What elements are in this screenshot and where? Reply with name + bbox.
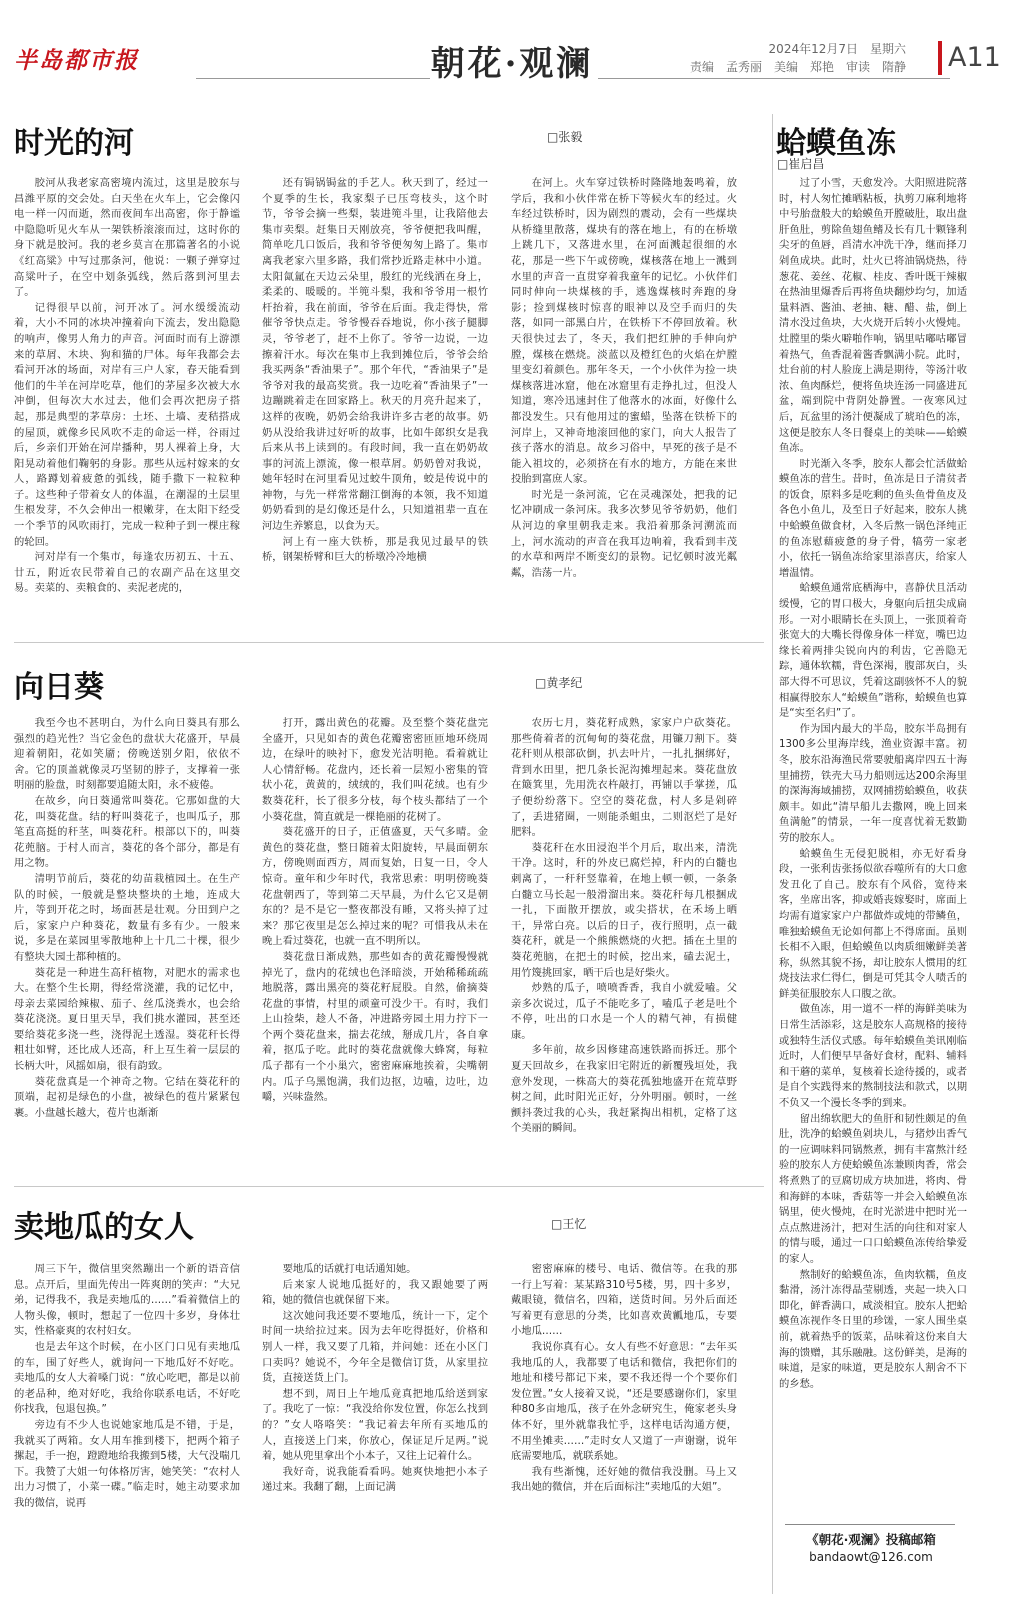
mailbox-email-link[interactable]: bandaowt@126.com (809, 1550, 933, 1564)
article-paragraph: 做鱼冻，用一道不一样的海鲜美味为日常生活添彩，这是胶东人高规格的接待或独特生活仪式感。每年蛤蟆鱼美讯刚临近时，人们便早早备好食材，配料、辅料和干蘑的菜单，复核着长途待援的，或者是自个实践得来的熬制技法和款式，以期不负又一个漫长冬季的到来。 (779, 1003, 967, 1110)
article-paragraph: 也是去年这个时候，在小区门口见有卖地瓜的车，围了好些人，就询问一下地瓜好不好吃。卖地瓜的女人大着嗓门说：“放心吃吧，都是以前的老品种，绝对好吃，我给你联系电话，不好吃你找我，包退包换。” (14, 1340, 240, 1416)
article-paragraph: 后来家人说地瓜挺好的，我又跟她要了两箱，她的微信也就保留下来。 (262, 1278, 488, 1307)
article-paragraph: 葵花秆在水田浸泡半个月后，取出来，清洗干净。这时，秆的外皮已腐烂掉，秆内的白髓也刺离了，一秆秆竖靠着，在地上顿一顿，一条条白髓立马长起一般滑溜出来。葵花秆每几根捆成一扎，下面散开摆放，或尖搭状，在禾场上晒干，异常白亮。以后的日子，夜行照明，点一截葵花秆，就是一个熊熊燃烧的火把。插在土里的葵花蔸脑，在把土的时候，挖出来，磕去泥土，用竹篾挑回家，晒干后也是好柴火。 (511, 841, 737, 979)
article-title: 时光的河 (14, 126, 134, 161)
article-paragraph: 在故乡，向日葵通常叫葵花。它那如盘的大花，叫葵花盘。结的籽叫葵花子，也叫瓜子，那笔直高挺的秆茎，叫葵花秆。根部以下的，叫葵花蔸脑。于村人而言，葵花的各个部分，都是有用之物。 (14, 794, 240, 870)
article-paragraph: 旁边有不少人也说她家地瓜是不错，于是，我就买了两箱。女人用车推到楼下，把两个箱子摞起，手一抱，蹬蹬地给我搬到5楼，大气没喘几下。我赞了大姐一句体格厉害，她笑笑：“农村人出力习惯了，小菜一碟。”临走时，她主动要求加我的微信，说再 (14, 1418, 240, 1509)
article-paragraph: 河对岸有一个集市，每逢农历初五、十五、廿五，附近农民带着自己的农副产品在这里交易。卖菜的、卖粮食的、卖泥老虎的， (14, 551, 240, 595)
page-number: A11 (948, 42, 1001, 73)
article-paragraph: 葵花盛开的日子，正值盛夏，天气多晴。金黄色的葵花盘，整日随着太阳旋转，早晨面朝东方，傍晚则面西方，周而复始，日复一日，令人惊奇。童年和少年时代，我常思索：明明傍晚葵花盘朝西了，等到第二天早晨，为什么它又是朝东的？是不是它一整夜都没有睡，又将头掉了过来？那它夜里是怎么掉过来的呢？可惜我从未在晚上看过葵花，也就一直不明所以。 (262, 826, 488, 948)
masthead-rule-right (598, 78, 950, 79)
article-byline: □王忆 (551, 1217, 587, 1231)
article-column (14, 176, 240, 628)
article-paragraph: 想不到，周日上午地瓜竟真把地瓜给送到家了。我吃了一惊：“我没给你发位置，你怎么找到的？”女人咯咯笑：“我记着去年所有买地瓜的人，直接送上门来，你放心，保证足斤足两。”说着，她从兜里拿出个小本子，又往上记着什么。 (262, 1387, 488, 1463)
section-divider (14, 1186, 764, 1187)
article-column (511, 176, 737, 628)
page-section-title: 朝花·观澜 (430, 44, 594, 84)
page-number-divider (938, 41, 942, 75)
article-paragraph: 打开，露出黄色的花瓣。及至整个葵花盘完全盛开，只见如杏的黄色花瓣密密匝匝地环绕周边，在绿叶的映衬下，愈发光洁明艳。看着就让人心情舒畅。花盘内，还长着一层短小密集的管状小花，黄黄的，绒绒的，我们叫花绒。也有少数葵花秆，长了很多分枝，每个枝头都结了一个小葵花盘，简直就是一棵艳丽的花树了。 (262, 717, 488, 823)
article-title: 向日葵 (14, 670, 104, 705)
article-column (262, 176, 488, 628)
article-paragraph: 周三下午，微信里突然蹦出一个新的语音信息。点开后，里面先传出一阵爽朗的笑声：“大兄弟，记得我不，我是卖地瓜的……”看着微信上的人物头像，顿时，想起了一位四十多岁，身体壮实，性格豪爽的农村妇女。 (14, 1263, 240, 1338)
article-paragraph: 葵花盘日渐成熟，那些如杏的黄花瓣慢慢就掉光了，盘内的花绒也色泽暗淡，开始稀稀疏疏地脱落，露出黑亮的葵花籽屁股。自然，偷摘葵花盘的事情，村里的顽童可没少干。有时，我们上山捡柴，趁人不备，冲进路旁园土用力拧下一个两个葵花盘来，揣去花绒，掰成几片，各自拿着，抠瓜子吃。此时的葵花盘就像大蜂窝，每粒瓜子都有一个小巢穴，密密麻麻地挨着，尖嘴朝内。瓜子乌黑饱满，我们边抠，边嗑，边吐，边嚼，兴味盎然。 (262, 950, 488, 1104)
article-paragraph: 过了小雪，天愈发冷。大阳照进院落时，村人匆忙摊晒粘板，执剪刀麻利地将中号胎盘般大的蛤蟆鱼开膛破肚，取出盘肝鱼肚，剪除鱼翅鱼鳍及长有几十颗锋利尖牙的鱼唇，舀清水冲洗干净，继而择刀剁鱼成块。此时，灶火已将油锅烧热，待葱花、姜丝、花椒、桂皮、香叶既干辣椒在热油里爆香后再将鱼块翻炒均匀，加适量料酒、酱油、老抽、糖、醋、盐，倒上清水没过鱼块，大火烧开后转小火慢炖。灶膛里的柴火噼啪作响，锅里咕嘟咕嘟冒着热气，鱼香混着酱香飘满小院。此时，灶台前的村人脸庞上满是期待，等汤汁收浓、鱼肉酥烂，便将鱼块连汤一同盛进瓦盆，端到院中背阴处静置。一夜寒风过后，瓦盆里的汤汁便凝成了琥珀色的冻，这便是胶东人冬日餐桌上的美味——蛤蟆鱼冻。 (779, 177, 967, 455)
article-byline: □崔启昌 (777, 157, 825, 171)
article-paragraph: 葵花是一种进生高秆植物，对肥水的需求也大。在整个生长期，得经常浇灌，我的记忆中，母亲去菜园给辣椒、茄子、丝瓜浇粪水，也会给葵花浇浇。夏日里天旱，我们挑水灌园，甚至还要给葵花多浇一些，浇得泥土透湿。葵花秆长得粗壮如臂，还比成人还高，秆上互生着一层层的长柄大叶，风摇如扇，很有韵致。 (14, 966, 240, 1073)
mailbox-title: 《朝花·观澜》投稿邮箱 (806, 1532, 936, 1547)
article-paragraph: 时光是一条河流，它在灵魂深处，把我的记忆冲刷成一条河床。我多次梦见爷爷奶奶，他们从河边的拿里朝我走来。我沿着那条河溯流而上，河水流动的声音在我耳边响着，我看到丰茂的水草和两岸不断变幻的景物。记忆顿时波光粼粼，浩荡一片。 (511, 488, 737, 579)
article-column (511, 716, 737, 1176)
section-divider (14, 642, 764, 643)
masthead (0, 0, 1024, 86)
submission-mailbox (776, 1530, 966, 1564)
article-paragraph: 这次她问我还要不要地瓜，统计一下，定个时间一块给拉过来。因为去年吃得挺好，价格和别人一样，我又要了几箱，并问她：还在小区门口卖吗？她说不，今年全是微信订货，从家里拉货，直接送货上门。 (262, 1309, 488, 1385)
article-column (262, 716, 488, 1176)
article-paragraph: 蛤蟆鱼通常底栖海中，喜静伏且活动缓慢，它的胃口极大，身躯向后扭尖成扁形。一对小眼睛长在头顶上，一张顶着奇张宽大的大嘴长得像身体一样宽，嘴巴边缘长着两排尖锐向内的利齿，它善隐无踪，通体软糯，背色深褐，腹部灰白，头部大得不可思议，凭着这副骇怀不人的貌相赢得胶东人“蛤蟆鱼”谐称，蛤蟆鱼也算是“实至名归”了。 (779, 582, 967, 720)
article-byline: □黄孝纪 (535, 676, 583, 690)
article-column (14, 716, 240, 1176)
article-paragraph: 我说你真有心。女人有些不好意思：“去年买我地瓜的人，我都要了电话和微信，我把你们的地址和楼号都记下来，要不我还得一个个要你们发位置。”女人接着又说，“还是要感谢你们，家里种80多亩地瓜，孩子在外念研究生，俺家老头身体不好，里外就靠我忙乎，这样电话沟通方便，不用坐摊卖……”走时女人又道了一声谢谢，说年底需要地瓜，就联系她。 (511, 1340, 737, 1463)
article-paragraph: 蛤蟆鱼生无侵犯脱相，亦无好看身段，一张利齿张扬似欲吞噬所有的大口愈发丑化了自己。胶东有个风俗，宽待来客，坐席出客，抑或婚丧嫁娶时，席面上均需有道家家户户都做炸或炖的带鳞鱼，唯独蛤蟆鱼无论如何都上不得席面。虽则长相不入眼，但蛤蟆鱼以肉质细嫩鲜美著称，纵然其貌不扬，却让胶东人惯用的红烧技法求仁得仁，倒是可凭其令人啧舌的鲜美征服胶东人口腹之欲。 (779, 847, 967, 1000)
article-paragraph: 密密麻麻的楼号、电话、微信等。在我的那一行上写着：某某路310号5楼，男，四十多岁，戴眼镜，微信名，四箱，送货时间。另外后面还写着更有意思的分类，比如喜欢黄瓤地瓜，专要小地瓜…… (511, 1263, 737, 1338)
article-paragraph: 河上有一座大铁桥，那是我见过最早的铁桥，钢架桥臂和巨大的桥墩冷冷地横 (262, 535, 488, 564)
article-column (511, 1262, 737, 1600)
column-divider (772, 114, 773, 1594)
article-paragraph: 记得很早以前，河开冰了。河水缓缓流动着，大小不同的冰块冲撞着向下流去，发出隐隐的响声，像男人角力的声音。河面时而有上游漂来的草屑、木块、狗和猫的尸体。每年我都会去看河开冰的场面，对岸有三户人家，春天能看到他们的牛羊在河岸吃草，他们的茅屋多次被大水冲倒，但每次大水过去，他们会再次把房子搭起，那是典型的茅草房：土坯、土墙、麦秸搭成的屋顶，就像乡民风吹不走的命运一样，谷雨过后，乡亲们开始在河岸播种，男人裸着上身，大阳晃动着他们鞠躬的身影。那些从远村嫁来的女人，路蹲划着疲惫的弧线，随手撒下一粒粒种子。这些种子带着女人的体温，在潮湿的土层里生根发芽，不久会伸出一根嫩芽，在太阳下经受一个季节的风吹雨打，完成一粒种子到一棵庄稼的轮回。 (14, 301, 240, 548)
issue-date: 2024年12月7日 星期六 (768, 42, 906, 56)
article-paragraph: 留出绵软肥大的鱼肝和韧性颇足的鱼肚，洗净的蛤蟆鱼剁块儿，与猪炒出香气的一应调味料同锅熬煮，拥有丰富熬汁经验的胶东人方使蛤蟆鱼冻兼顾肉香，常会将煮熟了的豆腐切成方块加进，将肉、骨和海鲜的本味，香菇等一并会入蛤蟆鱼冻锅里，使火慢炖，在时光淤进中把时光一点点熬进汤汁，把对生活的向往和对家人的情与暖，通过一口口蛤蟆鱼冻传给挚爱的家人。 (779, 1112, 967, 1265)
article-column (779, 176, 967, 1516)
article-title: 卖地瓜的女人 (14, 1210, 194, 1245)
article-paragraph: 在河上。火车穿过铁桥时隆隆地轰鸣着，放学后，我和小伙伴常在桥下等候火车的经过。火车经过铁桥时，因为剧烈的震动，会有一些煤块从桥缝里散落，煤块有的落在地上，有的在桥墩上跳几下，又落进水里，在河面溅起很细的水花，那是一些下午或傍晚，煤核落在地上一溅到水里的声音一直贯穿着我童年的记忆。小伙伴们同时伸向一块煤核的手，逃逸煤核时奔跑的身影；捡到煤核时惊喜的眼神以及空手而归的失落，如同一部黑白片，在铁桥下不停回放着。秋天很快过去了，冬天，我们把红肿的手伸向炉膛，煤核在燃烧。淡蓝以及橙红色的火焰在炉膛里变幻着颜色。那年冬天，一个小伙伴为捡一块煤核落进冰窟，他在冰窟里有走挣扎过，但没人知道，寒冷迅速封住了他落水的冰面，好像什么都没发生。只有他用过的蜜蜡，坠落在铁桥下的河岸上，又神奇地滚回他的家门，向大人报告了孩子落水的消息。故乡习俗中，早死的孩子是不能入祖坟的，必须挤在有水的地方，方能在来世投胎到富庶人家。 (511, 177, 737, 486)
article-paragraph: 我好奇，说我能看看吗。她爽快地把小本子递过来。我翻了翻，上面记满 (262, 1465, 488, 1494)
article-paragraph: 清明节前后，葵花的幼苗栽植园土。在生产队的时候，一般就是整块整块的土地，连成大片，等到开花之时，场面甚是壮观。分田到户之后，家家户户种葵花，数量有多有少。一般来说，多是在菜园里零散地种上十几二十棵，很少有整块大园土都种植的。 (14, 872, 240, 963)
article-paragraph: 作为国内最大的半岛，胶东半岛拥有1300多公里海岸线，渔业资源丰富。初冬，胶东沿海渔民常要驶船离岸四五十海里捕捞，铁壳大马力船则远达200余海里的深海海域捕捞，双网捕捞蛤蟆鱼，收获颇丰。如此“清早船儿去撒网，晚上回来鱼满舱”的情景，一年一度喜忧着无数勤劳的胶东人。 (779, 722, 967, 844)
article-title: 蛤蟆鱼冻 (776, 126, 896, 161)
newspaper-logo: 半岛都市报 (14, 47, 139, 74)
article-paragraph: 我有些渐愧，还好她的微信我没删。马上又我出她的微信，并在后面标注“卖地瓜的大姐”。 (511, 1465, 737, 1494)
article-column (14, 1262, 240, 1600)
article-paragraph: 农历七月，葵花籽成熟，家家户户砍葵花。那些倚着者的沉甸甸的葵花盘，用镰刀割下。葵花秆则从根部砍倒，扒去叶片，一扎扎捆绑好，背到水田里，把几条长泥沟摊埋起来。葵花盘放在簸箕里，先用洗衣杵敲打，再铺以手掌搓，瓜子便纷纷落下。空空的葵花盘，村人多是剁碎了，丢进猪圈，一则能杀蛆虫，二则沤烂了是好肥料。 (511, 717, 737, 839)
mailbox-rule (785, 1524, 955, 1525)
article-paragraph: 要地瓜的话就打电话通知她。 (282, 1263, 417, 1275)
editor-credits: 责编 孟秀丽 美编 郑艳 审读 隋静 (689, 60, 906, 74)
article-byline: □张毅 (547, 130, 583, 144)
article-paragraph: 时光渐入冬季，胶东人都会忙活做蛤蟆鱼冻的营生。昔时，鱼冻是日子清贫者的饭食，原料多是吃剩的鱼头鱼骨鱼皮及各色小鱼儿，及至日子好起来，胶东人挑中蛤蟆鱼做食材，入冬后熬一锅色泽纯正的鱼冻慰藉疲惫的身子骨，犒劳一家老小，依托一锅鱼冻给家里添喜庆，给家人增温情。 (779, 457, 967, 579)
article-paragraph: 胶河从我老家高密境内流过，这里是胶东与昌潍平原的交会处。白天坐在火车上，它会像闪电一样一闪而逝，然而夜间车出高密，你于静谧中隐隐听见火车从一架铁桥滚滚而过，这时你的身下就是胶河。我的老乡莫言在那篇著名的小说《红高粱》中写过那条河，他说：一颗子弹穿过高粱叶子，在空中划条弧线，然后落到河里去了。 (14, 177, 240, 299)
article-column (262, 1262, 488, 1600)
article-paragraph: 我至今也不甚明白，为什么向日葵具有那么强烈的趋光性？当它金色的盘状大花盛开，早晨迎着朝阳，花如笑靥；傍晚送别夕阳，依依不舍。它的顶盖就像灵巧坚韧的脖子，支撑着一张明丽的脸盘，时刻都要追随太阳，永不疲倦。 (14, 717, 240, 792)
article-paragraph: 多年前，故乡因修建高速铁路而拆迁。那个夏天回故乡，在我家旧宅附近的新覆残垣处，我意外发现，一株高大的葵花孤独地盛开在荒草野树之间，此时阳光正好，分外明丽。顿时，一丝颤抖袭过我的心头，我赶紧掏出相机，定格了这个美丽的瞬间。 (511, 1044, 737, 1135)
article-paragraph: 炒熟的瓜子，喷喷香香，我自小就爱嗑。父亲多次说过，瓜子不能吃多了，嗑瓜子老是吐个不停，吐出的口水是一个人的精气神，有损健康。 (511, 982, 737, 1041)
article-paragraph: 熬制好的蛤蟆鱼冻，鱼肉软糯，鱼皮黏滑，汤汁冻得晶莹剔透，夹起一块入口即化，鲜香满口，咸淡相宜。胶东人把蛤蟆鱼冻视作冬日里的珍馐，一家人围坐桌前，就着热乎的饭菜，品味着这份来自大海的馈赠，其乐融融。这份鲜美，是海的味道，是家的味道，更是胶东人割舍不下的乡愁。 (779, 1268, 967, 1390)
article-paragraph: 还有锔锅锔盆的手艺人。秋天到了，经过一个夏季的生长，我家梨子已压弯枝头，这个时节，爷爷会摘一些梨，装进篼斗里，让我陪他去集市卖梨。赶集日天刚放亮，爷爷便把我叫醒，简单吃几口饭后，我和爷爷便匆匆上路了。集市离我老家六里多路，我们常抄近路走林中小道。太阳氤氲在天边云朵里，殷红的光线洒在身上，柔柔的、暖暖的。半篼斗梨，我和爷爷用一根竹杆抬着，我在前面，爷爷在后面。我走得快，常催爷爷快点走。爷爷慢吞吞地说，你小孩子腿脚灵，爷爷老了，赶不上你了。爷爷一边说，一边擦着汗水。每次在集市上我到摊位后，爷爷会给我买两条“香油果子”。那个年代，“香油果子”是爷爷对我的最高奖赏。我一边吃着“香油果子”一边蹦跳着走在回家路上。秋天的月亮升起来了，这样的夜晚，奶奶会给我讲许多古老的故事。奶奶从没给我讲过好听的故事，比如牛郎织女是我后来从书上读到的。有段时间，我一直在奶奶故事的河流上漂流，像一根草屑。奶奶曾对我说，她年轻时在河里看见过蛟牛顶角，蛟是传说中的神物，与先一样常常翻江倒海的本领，我不知道奶奶看到的是幻像还是什么，只知道祖辈一直在河边生养繁息，以食为天。 (262, 177, 488, 533)
article-paragraph: 葵花盘真是一个神奇之物。它结在葵花秆的顶端，起初是绿色的小盘，被绿色的苞片紧紧包裹。小盘越长越大，苞片也渐渐 (14, 1075, 240, 1119)
